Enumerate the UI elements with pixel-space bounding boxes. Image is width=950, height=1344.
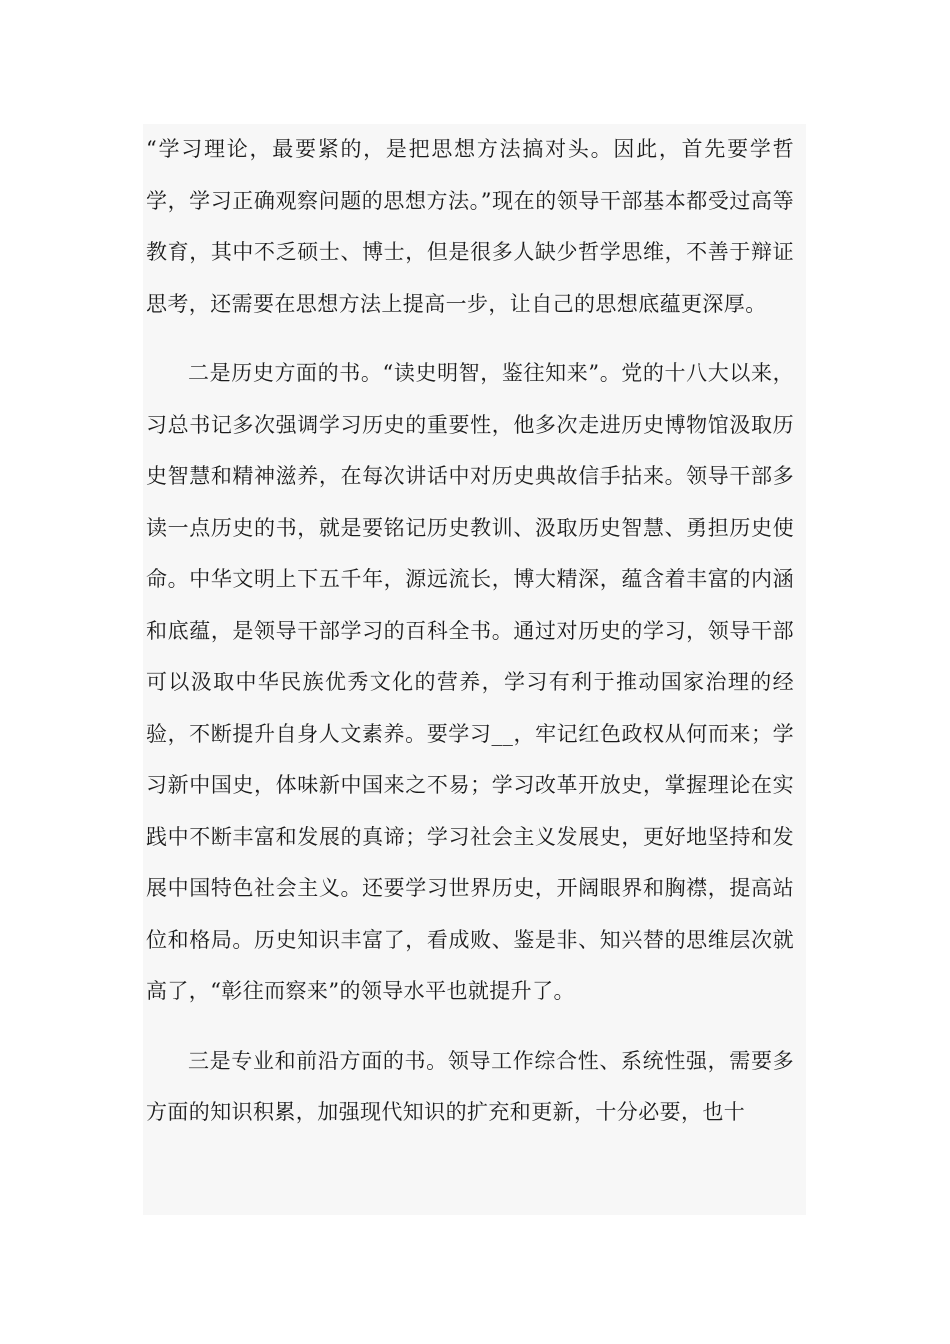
paragraph-professional: 三是专业和前沿方面的书。领导工作综合性、系统性强，需要多方面的知识积累，加强现代知识的扩充和更新，十分必要，也十 bbox=[146, 1048, 794, 1124]
paragraph-spacer bbox=[146, 1018, 794, 1036]
paragraph-history: 二是历史方面的书。“读史明智，鉴往知来”。党的十八大以来，习总书记多次强调学习历史的重要性，他多次走进历史博物馆汲取历史智慧和精神滋养，在每次讲话中对历史典故信手拈来。领导干部多读一点历史的书，就是要铭记历史教训、汲取历史智慧、勇担历史使命。中华文明上下五千年，源远流长，博大精深，蕴含着丰富的内涵和底蕴，是领导干部学习的百科全书。通过对历史的学习，领导干部可以汲取中华民族优秀文化的营养，学习有利于推动国家治理的经验，不断提升自身人文素养。要学习__，牢记红色政权从何而来；学习新中国史，体味新中国来之不易；学习改革开放史，掌握理论在实践中不断丰富和发展的真谛；学习社会主义发展史，更好地坚持和发展中国特色社会主义。还要学习世界历史，开阔眼界和胸襟，提高站位和格局。历史知识丰富了，看成败、鉴是非、知兴替的思维层次就高了，“彰往而察来”的领导水平也就提升了。 bbox=[146, 361, 794, 1003]
paragraph-philosophy: “学习理论，最要紧的，是把思想方法搞对头。因此，首先要学哲学，学习正确观察问题的思想方法。”现在的领导干部基本都受过高等教育，其中不乏硕士、博士，但是很多人缺少哲学思维，不善于辩证思考，还需要在思想方法上提高一步，让自己的思想底蕴更深厚。 bbox=[146, 137, 794, 316]
paragraph-spacer bbox=[146, 330, 794, 348]
document-body bbox=[146, 124, 794, 1139]
